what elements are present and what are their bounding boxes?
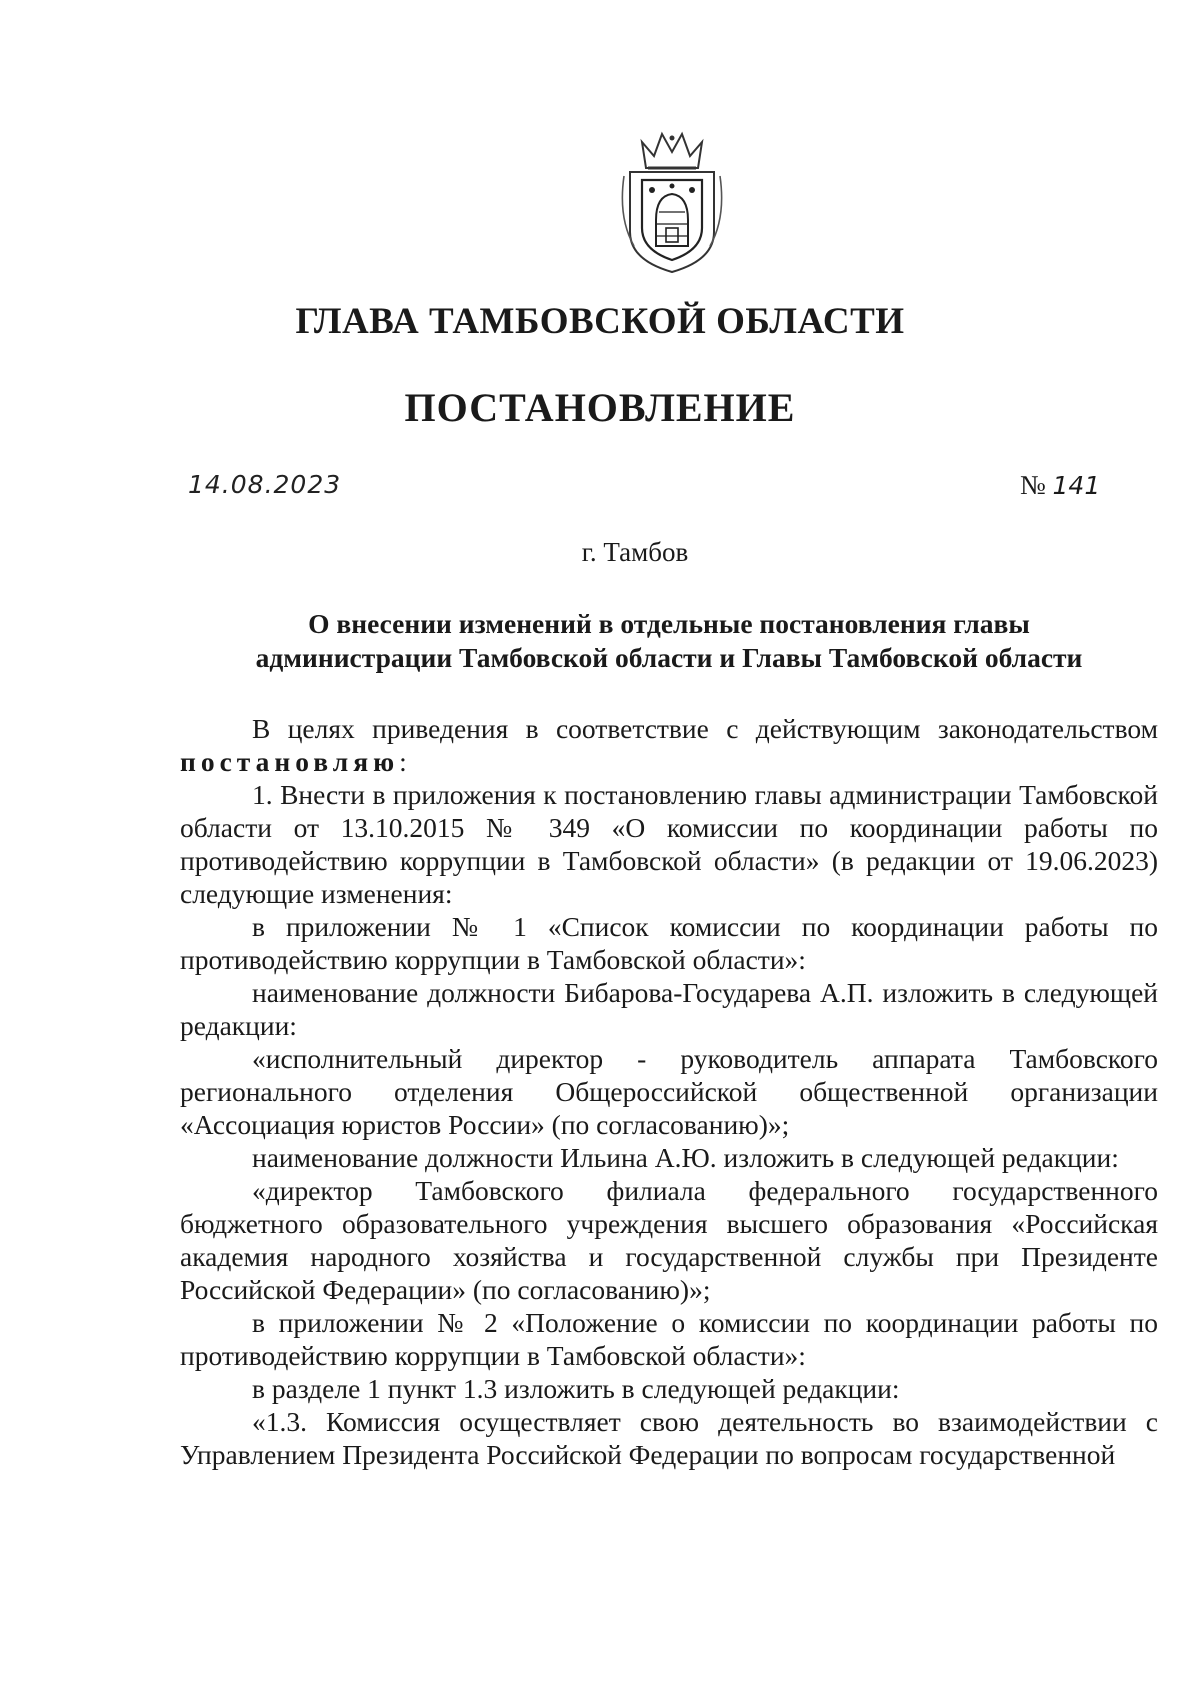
body-paragraph: в приложении № 2 «Положение о комиссии по координации работы по противодействию коррупции в Тамбовской области»:: [180, 1307, 1158, 1371]
decree-colon: :: [399, 746, 407, 777]
number-prefix: №: [1020, 470, 1046, 500]
subject-line: администрации Тамбовской области и Главы Тамбовской области: [255, 642, 1083, 673]
decree-line: [180, 745, 1158, 778]
document-date: 14.08.2023: [188, 470, 342, 499]
body-paragraph: «исполнительный директор - руководитель аппарата Тамбовского регионального отделения Общероссийской общественной организации «Ассоциация юристов России» (по согласованию)»;: [180, 1043, 1158, 1140]
body-paragraph: «1.3. Комиссия осуществляет свою деятельность во взаимодействии с Управлением Президента Российской Федерации по вопросам государственной: [180, 1406, 1158, 1470]
document-subject: [180, 607, 1158, 675]
number-value: 141: [1052, 471, 1101, 500]
subject-line: О внесении изменений в отдельные постановления главы: [308, 608, 1030, 639]
body-paragraph: в приложении № 1 «Список комиссии по координации работы по противодействию коррупции в Тамбовской области»:: [180, 911, 1158, 975]
intro-paragraph: В целях приведения в соответствие с действующим законодательством: [252, 713, 1158, 744]
document-body: [180, 712, 1158, 1471]
issuing-authority: ГЛАВА ТАМБОВСКОЙ ОБЛАСТИ: [295, 301, 905, 342]
document-number: [1020, 470, 1100, 501]
body-paragraph: «директор Тамбовского филиала федерального государственного бюджетного образовательного учреждения высшего образования «Российская академия народного хозяйства и государственной службы при Президенте Российской Федерации» (по согласованию)»;: [180, 1175, 1158, 1305]
document-type: ПОСТАНОВЛЕНИЕ: [404, 385, 796, 430]
body-paragraph: наименование должности Бибарова-Государева А.П. изложить в следующей редакции:: [180, 977, 1158, 1041]
decree-word: постановляю: [180, 746, 400, 777]
body-paragraph: 1. Внести в приложения к постановлению главы администрации Тамбовской области от 13.10.2015 № 349 «О комиссии по координации работы по противодействию коррупции в Тамбовской области» (в редакции от 19.06.2023) следующие изменения:: [180, 779, 1158, 909]
body-paragraph: в разделе 1 пункт 1.3 изложить в следующей редакции:: [252, 1373, 900, 1404]
city: г. Тамбов: [581, 537, 689, 567]
body-paragraph: наименование должности Ильина А.Ю. изложить в следующей редакции:: [252, 1142, 1119, 1173]
coat-of-arms-icon: [612, 128, 732, 276]
